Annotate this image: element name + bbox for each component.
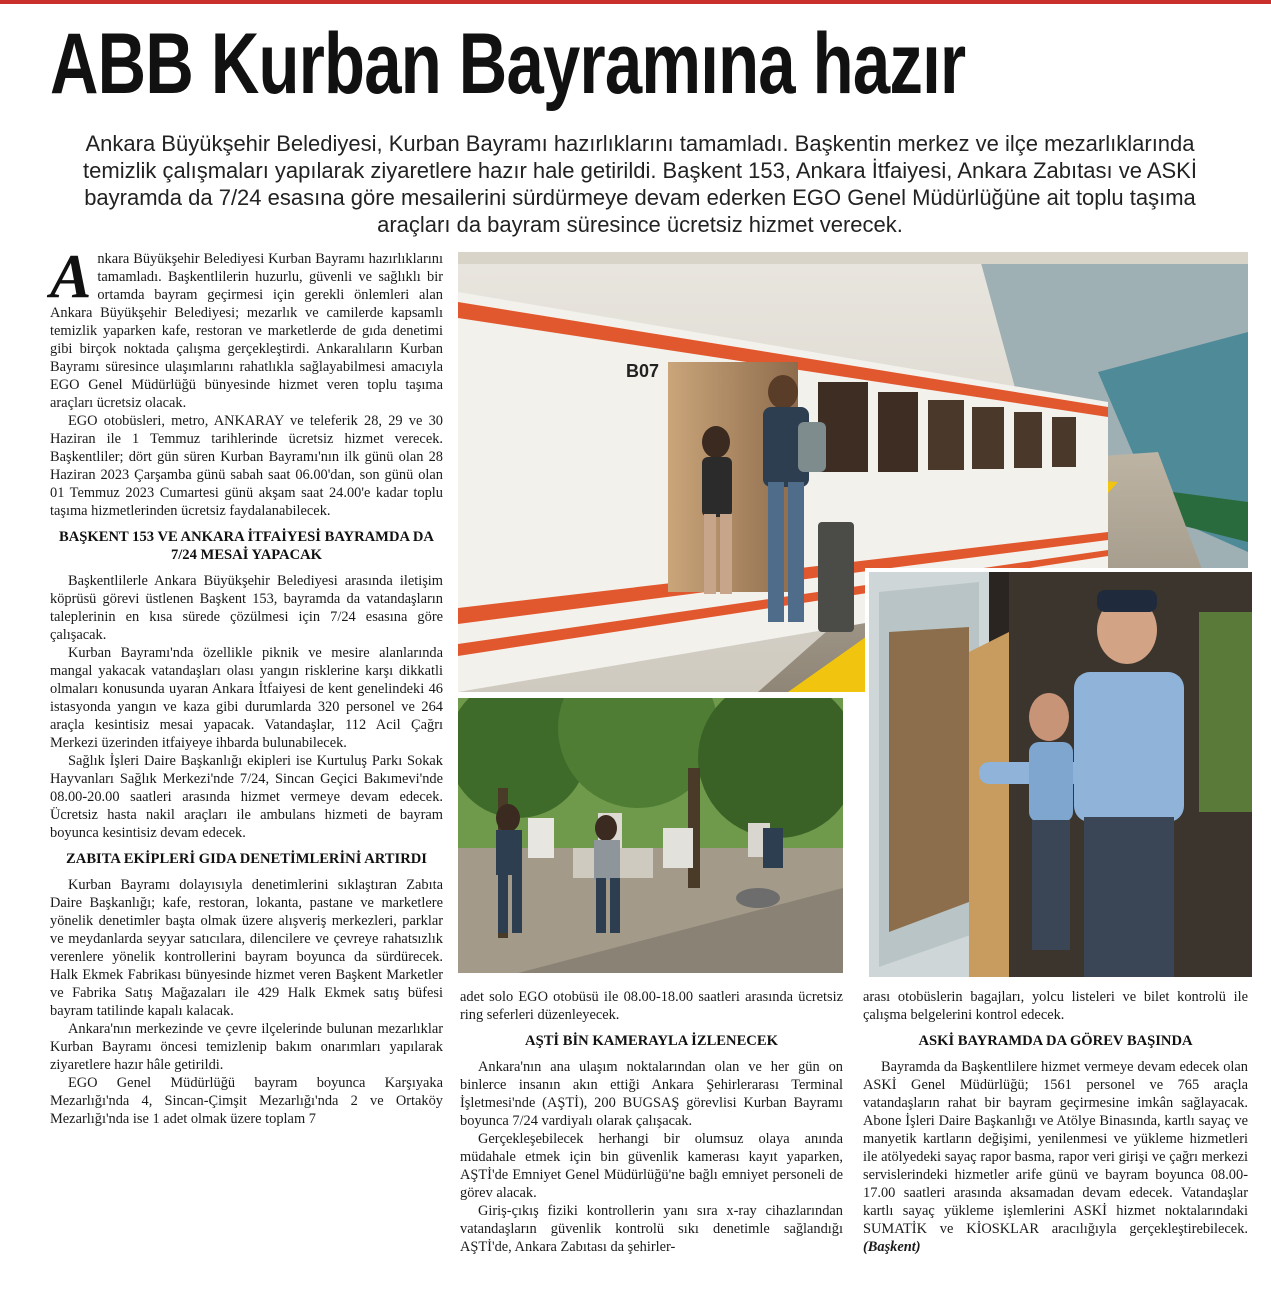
- inspection-photo: [865, 568, 1252, 977]
- article-paragraph: [50, 243, 443, 412]
- lead-paragraph: Ankara Büyükşehir Belediyesi, Kurban Bayramı hazırlıklarını tamamladı. Başkentin merkez ve ilçe mezarlıklarında temizlik çalışmaları yapılarak ziyaretlere hazır hale getirildi. Başkent 153, Ankara İtfaiyesi, Ankara Zabıtası ve ASKİ bayramda da 7/24 esasına göre mesailerini sürdürmeye devam ederken EGO Genel Müdürlüğüne ait toplu taşıma araçları da bayram süresince ücretsiz hizmet verecek.: [83, 131, 1197, 237]
- drop-cap: A: [50, 243, 92, 311]
- article-paragraph: Ankara'nın ana ulaşım noktalarından olan ve her gün on binlerce insanın akın ettiği Ankara Şehirlerarası Terminal İşletmesi'nde (AŞTİ), 200 BUGSAŞ görevlisi Kurban Bayramı boyunca 7/24 vardiyalı olarak çalışacak.: [460, 1059, 843, 1129]
- train-number-label: B07: [626, 361, 660, 381]
- byline-signature: (Başkent): [863, 1239, 921, 1255]
- article-paragraph: Kurban Bayramı'nda özellikle piknik ve mesire alanlarında mangal yakacak vatandaşları olası yangın risklerine karşı dikkatli olmaları konusunda uyaran Ankara İtfaiyesi de kent genelindeki 46 istasyonda yangın ve kaza gibi durumlarda 320 personel ve 264 araçla kesintisiz mesai yapacak. Vatandaşlar, 112 Acil Çağrı Merkezi üzerinden itfaiyeye ihbarda bulunabilecek.: [50, 645, 443, 751]
- top-rule: [0, 0, 1271, 4]
- right-column: [863, 988, 1248, 1256]
- article-paragraph: Sağlık İşleri Daire Başkanlığı ekipleri ise Kurtuluş Parkı Sokak Hayvanları Sağlık Merkezi'nde 7/24, Sincan Geçici Bakımevi'nde 08.00-20.00 saatleri arasında hizmet vermeye devam edecek. Ücretsiz hasta nakil araçları ile ambulans hizmeti de bayram boyunca kesintisiz devam edecek.: [50, 753, 443, 841]
- article-paragraph: adet solo EGO otobüsü ile 08.00-18.00 saatleri arasında ücretsiz ring seferleri düzenleyecek.: [460, 989, 843, 1023]
- article-paragraph: Gerçekleşebilecek herhangi bir olumsuz olaya anında müdahale etmek için bin güvenlik kamerası kayıt yaparken, AŞTİ'de Emniyet Genel Müdürlüğü'ne bağlı emniyet personeli de görev alacak.: [460, 1131, 843, 1201]
- article-paragraph: EGO Genel Müdürlüğü bayram boyunca Karşıyaka Mezarlığı'nda 4, Sincan-Çimşit Mezarlığı'nda 2 ve Ortaköy Mezarlığı'nda ise 1 adet olmak üzere toplam 7: [50, 1075, 443, 1127]
- article-paragraph: Giriş-çıkış fiziki kontrollerin yanı sıra x-ray cihazlarından vatandaşların güvenlik kontrolü sıkı denetimle sağlandığı AŞTİ'de, Ankara Zabıtası da şehirler-: [460, 1203, 843, 1255]
- cemetery-photo: [458, 698, 843, 973]
- subheading: BAŞKENT 153 VE ANKARA İTFAİYESİ BAYRAMDA DA 7/24 MESAİ YAPACAK: [59, 529, 434, 563]
- left-column: [50, 243, 443, 1128]
- article-paragraph: EGO otobüsleri, metro, ANKARAY ve teleferik 28, 29 ve 30 Haziran ile 1 Temmuz tarihlerinde ücretsiz hizmet verecek. Başkentliler; dört gün süren Kurban Bayramı'nın ilk günü olan 28 Haziran 2023 Çarşamba günü sabah saat 06.00'dan, son günü olan 01 Temmuz 2023 Cumartesi günü akşam saat 24.00'e kadar toplu taşıma hizmetlerinden ücretsiz faydalanabilecek.: [50, 413, 443, 519]
- article-paragraph: Başkentlilerle Ankara Büyükşehir Belediyesi arasında iletişim köprüsü görevi üstlenen Başkent 153, bayramda da vatandaşların taleplerinin en kısa sürede çözülmesi için 7/24 esasına göre çalışacak.: [50, 573, 443, 643]
- subheading: AŞTİ BİN KAMERAYLA İZLENECEK: [525, 1033, 778, 1049]
- article-paragraph: Ankara'nın merkezinde ve çevre ilçelerinde bulunan mezarlıklar Kurban Bayramı öncesi temizlenip bakım onarımları yapılarak ziyaretlere hazır hâle getirildi.: [50, 1021, 443, 1073]
- article-paragraph: arası otobüslerin bagajları, yolcu listeleri ve bilet kontrolü ile çalışma belgelerini kontrol edecek.: [863, 989, 1248, 1023]
- paragraph-text: Bayramda da Başkentlilere hizmet vermeye devam edecek olan ASKİ Genel Müdürlüğü; 1561 personel ve 765 araçla vatandaşların rahat bir bayram geçirmesine imkân sağlayacak. Abone İşleri Daire Başkanlığı ve Atölye Binasında, kartlı sayaç ve manyetik kartların değişimi, yenilenmesi ve yükleme hizmetleri ile atölyedeki sayaç rapor basma, rapor veri girişi ve çağrı merkezi servislerindeki hizmetler arife günü ve bayram boyunca 08.00-17.00 saatleri arasında aksamadan devam edecek. Vatandaşlar kartlı sayaç yükleme işlemlerini ASKİ hizmet noktalarındaki SUMATİK ve KİOSKLAR aracılığıyla gerçekleştirebilecek.: [863, 1059, 1248, 1237]
- subheading: ASKİ BAYRAMDA DA GÖREV BAŞINDA: [918, 1033, 1193, 1049]
- article-paragraph: Kurban Bayramı dolayısıyla denetimlerini sıklaştıran Zabıta Daire Başkanlığı; kafe, restoran, lokanta, pastane ve marketlere yönelik denetimler başta olmak üzere alışveriş merkezleri, parklar ve meydanlarda seyyar satıcılara, dilencilere ve çevreye rahatsızlık verenlere yönelik kontrollerini bayram boyunca da sürdürecek. Halk Ekmek Fabrikası bünyesinde hizmet veren Başkent Marketler ve Fabrika Satış Mağazaları ile 429 Halk Ekmek satış büfesi bayram tatilinde kapalı kalacak.: [50, 877, 443, 1019]
- middle-column: [460, 988, 843, 1256]
- article-paragraph: [863, 1058, 1248, 1256]
- paragraph-text: nkara Büyükşehir Belediyesi Kurban Bayramı hazırlıklarını tamamladı. Başkentlilerin huzurlu, güvenli ve sağlıklı bir ortamda bayram geçirmesi için gerekli önlemleri alan Ankara Büyükşehir Belediyesi; mezarlık ve camilerde kapsamlı temizlik yaparken kafe, restoran ve marketlerde de gıda denetimi gibi birçok noktada çalışma gerçekleştirdi. Ankaralıların Kurban Bayramı süresince ulaşımlarını rahatlıkla sağlayabilmesi amacıyla EGO Genel Müdürlüğü bünyesinde hizmet veren toplu taşıma araçları ücretsiz olacak.: [50, 251, 443, 411]
- subheading: ZABITA EKİPLERİ GIDA DENETİMLERİNİ ARTIRDI: [66, 851, 427, 867]
- headline: ABB Kurban Bayramına hazır: [50, 16, 966, 112]
